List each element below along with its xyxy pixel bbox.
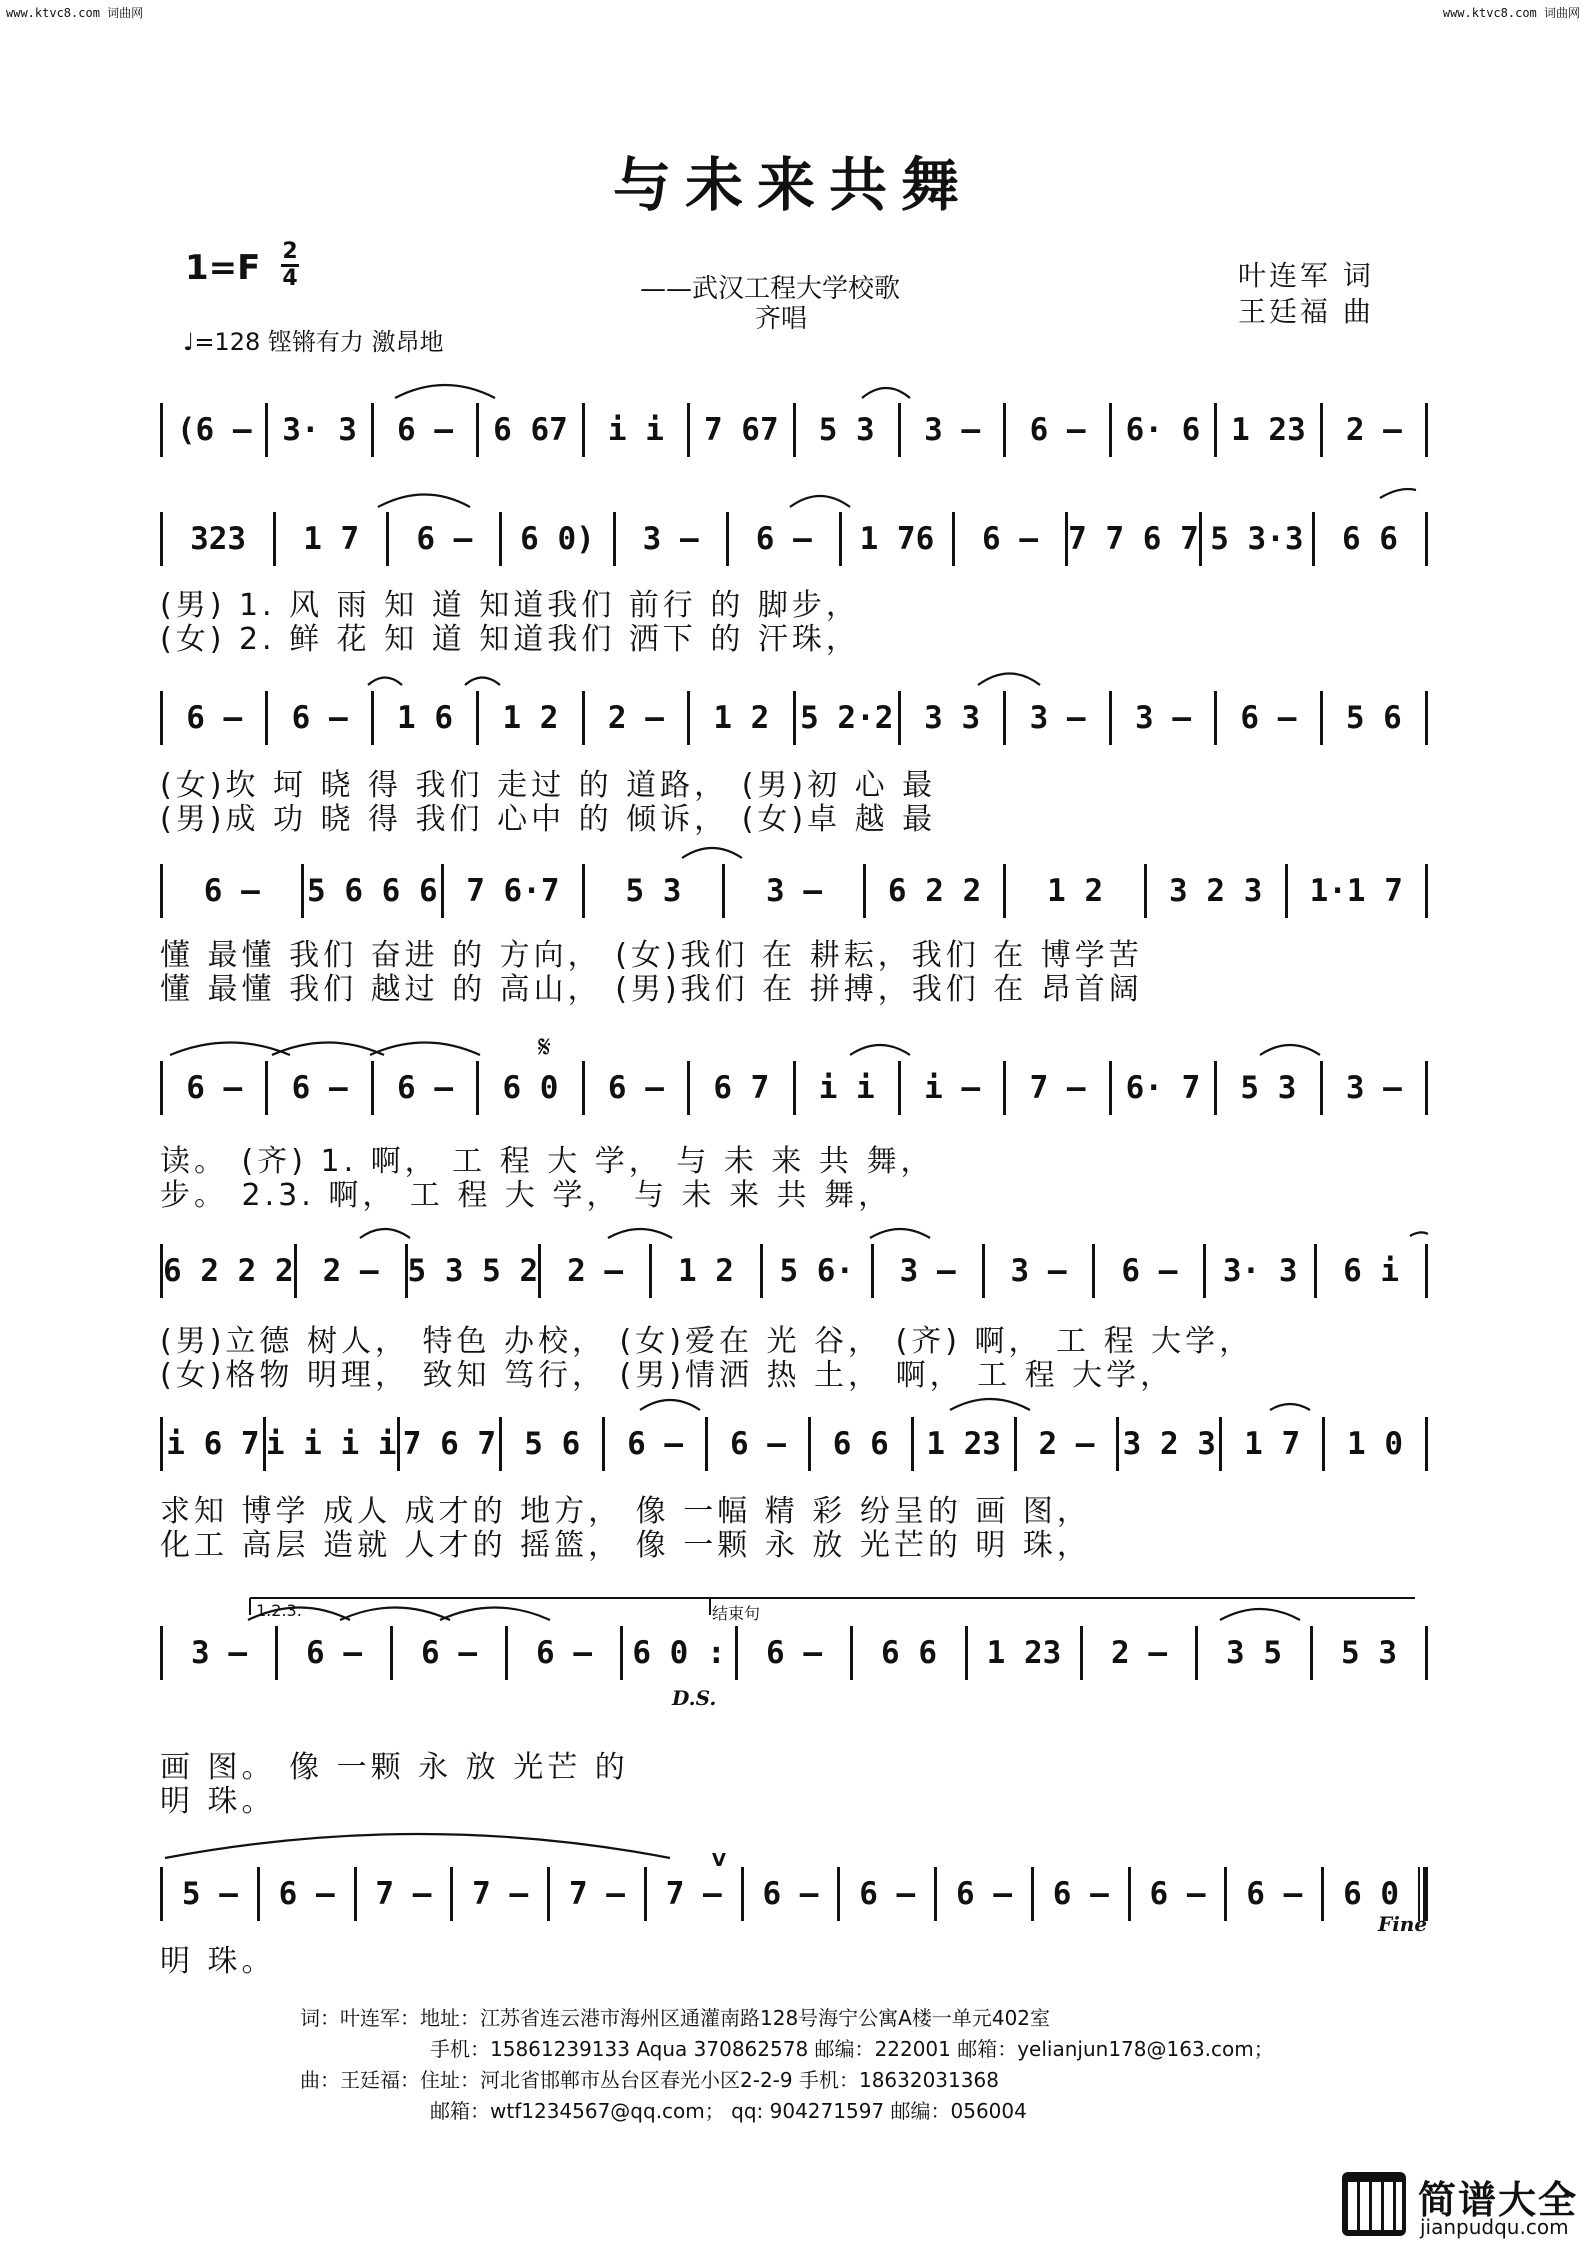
slur: [440, 1608, 550, 1621]
measure: 6 0: [1343, 1876, 1400, 1912]
measure: 6· 6: [1125, 412, 1201, 448]
slur: [862, 388, 910, 398]
site-logo: [1340, 2165, 1586, 2245]
subtitle: ——武汉工程大学校歌: [640, 274, 901, 304]
measure: 2 –: [322, 1253, 379, 1289]
slur: [378, 495, 470, 508]
measure: 5 –: [181, 1876, 238, 1912]
measure: 1 0: [1347, 1426, 1404, 1462]
measure: 6 –: [278, 1876, 335, 1912]
measure: 1 76: [859, 521, 935, 557]
measure: 5 6 6 6: [307, 873, 438, 909]
measure: 6 –: [1029, 412, 1086, 448]
slur: [368, 678, 402, 686]
measure: 6 –: [1240, 700, 1297, 736]
measure: 1 2: [713, 700, 770, 736]
lyric-verse-1: (男)立德 树人， 特色 办校， (女)爱在 光 谷， (齐) 啊， 工 程 大学，: [160, 1324, 1254, 1359]
measure: 5 3: [1240, 1070, 1297, 1106]
lyric-verse-1: 读。 (齐) 1. 啊， 工 程 大 学， 与 未 来 共 舞，: [160, 1144, 935, 1179]
measure: 7 67: [703, 412, 779, 448]
site-label-left: www.ktvc8.com 词曲网: [6, 6, 144, 20]
fine-mark: Fine: [1378, 1912, 1428, 1936]
measure: (6 –: [176, 412, 252, 448]
measure: 2 –: [1111, 1635, 1167, 1671]
measure: 6 2 2 2: [163, 1253, 294, 1289]
measure: 6 –: [729, 1426, 786, 1462]
lyric-verse-1: (男) 1. 风 雨 知 道 知道我们 前行 的 脚步，: [160, 588, 860, 623]
site-label-right: www.ktvc8.com 词曲网: [1442, 6, 1580, 20]
measure: 6 7: [713, 1070, 770, 1106]
measure: 6 –: [766, 1635, 822, 1671]
measure: 5 3: [625, 873, 682, 909]
slur: [1270, 1404, 1310, 1410]
time-denominator: 4: [282, 266, 298, 291]
measure: 3 3: [924, 700, 981, 736]
measure: 6 –: [397, 412, 454, 448]
slur: [950, 1399, 1030, 1410]
slur: [395, 385, 495, 398]
measure: 6 –: [1121, 1253, 1178, 1289]
measure: i 6 7: [166, 1426, 260, 1462]
measure: 6 6: [881, 1635, 937, 1671]
measure: 1 6: [397, 700, 454, 736]
performance-note: 齐唱: [755, 304, 808, 334]
measure: 6 0: [502, 1070, 559, 1106]
measure: 3 2 3: [1169, 873, 1263, 909]
measure: 6 –: [627, 1426, 684, 1462]
slur: [608, 1229, 672, 1238]
measure: 1 2: [502, 700, 559, 736]
slur: [340, 1608, 450, 1621]
measure: 3 –: [766, 873, 823, 909]
measure: 6 –: [1052, 1876, 1109, 1912]
footer-composer-contact: 邮箱：wtf1234567@qq.com； qq: 904271597 邮编：056004: [430, 2099, 1027, 2123]
lyric-verse-2: 步。 2.3. 啊， 工 程 大 学， 与 未 来 共 舞，: [160, 1178, 893, 1213]
measure: 2 –: [567, 1253, 624, 1289]
measure: 5 3: [818, 412, 875, 448]
measure: 6 0 :: [632, 1635, 726, 1671]
measure: 7 –: [568, 1876, 625, 1912]
key-signature: 1=F: [185, 248, 261, 288]
slur: [1410, 1232, 1428, 1236]
measure: 1 23: [986, 1635, 1062, 1671]
measure: 6 –: [1149, 1876, 1206, 1912]
measure: 6 –: [982, 521, 1039, 557]
measure: 1 2: [1047, 873, 1104, 909]
measure: 6· 7: [1125, 1070, 1201, 1106]
measure: 6 0): [520, 521, 595, 557]
song-title: 与未来共舞: [612, 151, 973, 219]
measure: 3 –: [899, 1253, 956, 1289]
measure: 6 –: [956, 1876, 1012, 1912]
measure: 6 i: [1343, 1253, 1400, 1289]
measure: 6 –: [421, 1635, 477, 1671]
slur: [790, 496, 850, 507]
lyric-verse-1: (女)坎 坷 晓 得 我们 走过 的 道路， (男)初 心 最: [160, 768, 937, 803]
measure: 6 –: [397, 1070, 454, 1106]
measure: 323: [190, 521, 247, 557]
lyric-verse-2: (女)格物 明理， 致知 笃行， (男)情洒 热 土， 啊， 工 程 大学，: [160, 1358, 1175, 1393]
measure: 5 3·3: [1210, 521, 1304, 557]
measure: 3 5: [1226, 1635, 1282, 1671]
measure: 7 –: [472, 1876, 529, 1912]
lyric-verse-1: 求知 博学 成人 成才的 地方， 像 一幅 精 彩 纷呈的 画 图，: [160, 1494, 1091, 1529]
footer-composer-address: 曲：王廷福：住址：河北省邯郸市丛台区春光小区2-2-9 手机：18632031368: [300, 2068, 999, 2092]
logo-name: 简谱大全: [1418, 2178, 1579, 2222]
measure: 3 –: [1135, 700, 1191, 736]
measure: 2 –: [1038, 1426, 1095, 1462]
slur: [272, 1043, 384, 1056]
measure: 3 –: [1345, 1070, 1402, 1106]
footer-lyricist-address: 词：叶连军：地址：江苏省连云港市海州区通灌南路128号海宁公寓A楼一单元402室: [300, 2006, 1051, 2030]
lyric-verse-2: 明 珠。: [160, 1784, 276, 1819]
slur: [370, 1043, 480, 1056]
lyric-verse-1: 懂 最懂 我们 奋进 的 方向， (女)我们 在 耕耘，我们 在 博学苦: [160, 938, 1143, 973]
lyric-verse-2: (女) 2. 鲜 花 知 道 知道我们 洒下 的 汗珠，: [160, 622, 860, 657]
tempo-marking: ♩=128 铿锵有力 激昂地: [183, 328, 444, 356]
slur: [1260, 1045, 1320, 1055]
measure: 2 –: [1345, 412, 1402, 448]
measure: 5 6·: [779, 1253, 855, 1289]
measure: 6 2 2: [887, 873, 982, 909]
measure: 1 7: [1244, 1426, 1301, 1462]
measure: 6 –: [186, 700, 243, 736]
measure: i i i i: [265, 1426, 397, 1462]
slur: [640, 1400, 700, 1410]
composer-credit: 王廷福 曲: [1238, 295, 1374, 328]
measure: 7 –: [375, 1876, 432, 1912]
measure: 6 –: [306, 1635, 362, 1671]
measure: 6 –: [859, 1876, 916, 1912]
measure: 6 –: [1246, 1876, 1303, 1912]
slur: [850, 1045, 910, 1055]
measure: i i: [607, 412, 664, 448]
measure: 5 6: [1345, 700, 1402, 736]
measure: 2 –: [607, 700, 664, 736]
volta-label: 1.2.3.: [256, 1601, 302, 1620]
measure: 6 –: [291, 700, 348, 736]
measure: 6 6: [832, 1426, 889, 1462]
measure: 6 –: [607, 1070, 664, 1106]
breath-mark: V: [712, 1850, 726, 1871]
measure: 7 6 7: [402, 1426, 497, 1462]
measure: 5 6: [524, 1426, 581, 1462]
lyric-verse-1: 画 图。 像 一颗 永 放 光芒 的: [160, 1750, 629, 1785]
lyric-verse-2: (男)成 功 晓 得 我们 心中 的 倾诉， (女)卓 越 最: [160, 802, 937, 837]
measure: 1 7: [303, 521, 360, 557]
measure: 5 2·2: [800, 700, 894, 736]
measure: 6 –: [186, 1070, 243, 1106]
measure: 3· 3: [1222, 1253, 1298, 1289]
ds-mark: D.S.: [672, 1686, 717, 1710]
measure: i i: [818, 1070, 875, 1106]
slur: [1220, 1609, 1300, 1620]
measure: 3 –: [642, 521, 699, 557]
measure: 6 6: [1341, 521, 1398, 557]
measure: 6 –: [536, 1635, 592, 1671]
measure: i –: [924, 1070, 981, 1106]
measure: 7 7 6 7: [1068, 521, 1199, 557]
piano-icon: [1340, 2170, 1410, 2240]
lyric-verse-2: 化工 高层 造就 人才的 摇篮， 像 一颗 永 放 光芒的 明 珠，: [160, 1528, 1091, 1563]
measure: 7 –: [1029, 1070, 1086, 1106]
measure: 3 –: [1029, 700, 1086, 736]
measure: 6 –: [291, 1070, 348, 1106]
measure: 3 –: [924, 412, 981, 448]
slur: [165, 1834, 670, 1858]
lyric-verse-2: 懂 最懂 我们 越过 的 高山， (男)我们 在 拼搏，我们 在 昂首阔: [160, 972, 1143, 1007]
measure: 7 –: [665, 1876, 722, 1912]
measure: 3 –: [191, 1635, 247, 1671]
measure: 6 –: [416, 521, 473, 557]
measure: 5 3: [1341, 1635, 1397, 1671]
measure: 6 –: [755, 521, 812, 557]
measure: 3· 3: [282, 412, 357, 448]
measure: 1·1 7: [1309, 873, 1403, 909]
footer-lyricist-contact: 手机：15861239133 Aqua 370862578 邮编：222001 邮箱：yelianjun178@163.com；: [430, 2037, 1274, 2061]
measure: 6 67: [493, 412, 568, 448]
logo-url: jianpudqu.com: [1420, 2215, 1569, 2239]
measure: 3 –: [1010, 1253, 1067, 1289]
time-numerator: 2: [282, 239, 298, 264]
measure: 7 6·7: [466, 873, 560, 909]
slur: [1380, 489, 1416, 498]
measure: 6 –: [203, 873, 260, 909]
slur: [170, 1043, 290, 1056]
measure: 1 2: [677, 1253, 734, 1289]
measure: 1 23: [1231, 412, 1306, 448]
measure: 3 2 3: [1122, 1426, 1216, 1462]
measure: 5 3 5 2: [407, 1253, 539, 1289]
lyricist-credit: 叶连军 词: [1238, 259, 1374, 292]
slur: [465, 678, 500, 686]
slur: [978, 674, 1040, 686]
lyric-verse-1: 明 珠。: [160, 1944, 276, 1979]
slur: [360, 1229, 410, 1238]
slur: [870, 1229, 930, 1238]
slur: [682, 848, 742, 858]
segno-mark: 𝄋: [538, 1030, 551, 1065]
measure: 1 23: [926, 1426, 1001, 1462]
ending-label: 结束句: [712, 1604, 761, 1623]
measure: 6 –: [762, 1876, 819, 1912]
